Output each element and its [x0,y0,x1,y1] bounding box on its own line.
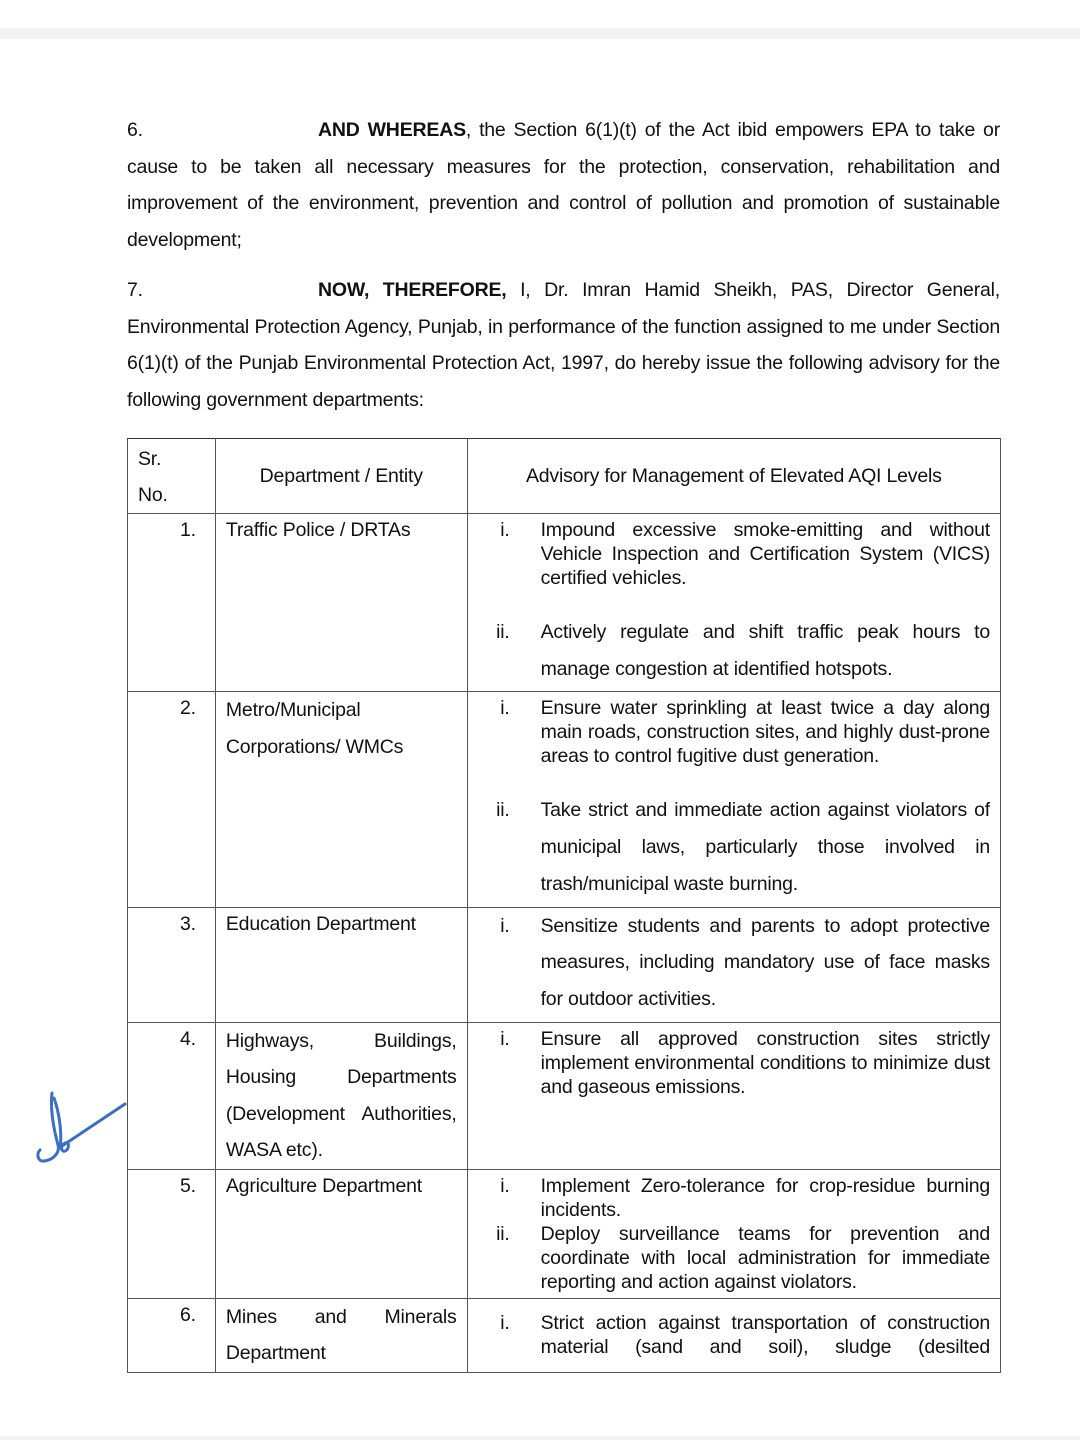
paragraph-text: , the Section 6(1)(t) of the Act ibid empowers EPA to take or cause to be taken all necessary measures for the protection, conservation, rehabilitation and improvement of the environment, prevention and control of pollution and promotion of sustainable development; [127,119,1000,252]
department-name: Metro/Municipal Corporations/ WMCs [215,692,467,907]
item-number: ii. [496,621,510,643]
item-text: Implement Zero-tolerance for crop-residue burning incidents. [540,1174,990,1221]
advisory-cell [467,514,1000,692]
advisory-item [468,1311,990,1359]
advisory-item [468,614,990,687]
item-text: Deploy surveillance teams for prevention and coordinate with local administration for immediate reporting and action against violators. [540,1222,990,1293]
header-sr-line1: Sr. [138,448,162,470]
item-number: ii. [496,1222,510,1245]
department-name: Traffic Police / DRTAs [215,514,467,692]
header-sr-line2: No. [138,484,168,506]
item-number: i. [500,519,510,541]
advisory-item [468,908,990,1018]
advisory-cell [467,1022,1000,1169]
item-number: i. [500,1311,510,1334]
advisory-item [468,792,990,902]
table-row [128,692,1001,907]
item-number: ii. [496,799,510,822]
paragraph-text: I, Dr. Imran Hamid Sheikh, PAS, Director General, Environmental Protection Agency, Punjab, in performance of the function assigned to me under Section 6(1)(t) of the Punjab Environmental Protection Act, 1997, do hereby issue the following advisory for the following government departments: [127,279,1000,412]
item-text: Ensure water sprinkling at least twice a day along main roads, construction sites, and highly dust-prone areas to control fugitive dust generation. [540,697,990,768]
table-row [128,1169,1001,1298]
viewer-bottom-band [0,1436,1080,1440]
table-row [128,1022,1001,1169]
item-text: Take strict and immediate action against violators of municipal laws, particularly those involved in trash/municipal waste burning. [540,799,990,895]
signature-icon [30,1090,130,1170]
viewer-top-band [0,28,1080,39]
paragraph-number: 6. [127,119,143,141]
table-row [128,1298,1001,1372]
department-name: Mines and Minerals Department [215,1298,467,1372]
item-text: Sensitize students and parents to adopt protective measures, including mandatory use of face masks for outdoor activities. [540,914,990,1010]
paragraph-lead: NOW, THEREFORE, [318,279,507,301]
advisory-cell [467,1169,1000,1298]
advisory-item [468,1222,990,1294]
advisory-item [468,1027,990,1099]
item-number: i. [500,1027,510,1050]
department-name: Agriculture Department [215,1169,467,1298]
sr-no: 1. [128,514,216,692]
advisory-item [468,696,990,768]
sr-no: 5. [128,1169,216,1298]
paragraph-lead: AND WHEREAS [318,119,466,141]
item-text: Actively regulate and shift traffic peak hours to manage congestion at identified hotspots. [540,621,990,680]
department-name: Education Department [215,907,467,1022]
sr-no: 6. [128,1298,216,1372]
table-row [128,907,1001,1022]
advisory-item [468,518,990,590]
header-sr-no [128,439,216,514]
sr-no: 2. [128,692,216,907]
header-advisory: Advisory for Management of Elevated AQI Levels [467,439,1000,514]
sr-no: 4. [128,1022,216,1169]
paragraph-number: 7. [127,279,143,301]
item-number: i. [500,1174,510,1197]
item-text: Strict action against transportation of construction material (sand and soil), sludge (desilted [540,1311,990,1358]
advisory-table [127,438,1001,1373]
header-department: Department / Entity [215,439,467,514]
paragraph-7 [127,272,1000,419]
department-name: Highways, Buildings, Housing Departments (Development Authorities, WASA etc). [215,1022,467,1169]
item-number: i. [500,914,510,937]
item-text: Ensure all approved construction sites strictly implement environmental conditions to minimize dust and gaseous emissions. [540,1027,990,1098]
paragraph-6 [127,112,1000,259]
advisory-cell [467,692,1000,907]
table-row [128,514,1001,692]
sr-no: 3. [128,907,216,1022]
advisory-item [468,1174,990,1222]
advisory-cell [467,1298,1000,1372]
advisory-cell [467,907,1000,1022]
table-header-row [128,439,1001,514]
item-number: i. [500,697,510,720]
item-text: Impound excessive smoke-emitting and without Vehicle Inspection and Certification System (VICS) certified vehicles. [540,519,990,589]
